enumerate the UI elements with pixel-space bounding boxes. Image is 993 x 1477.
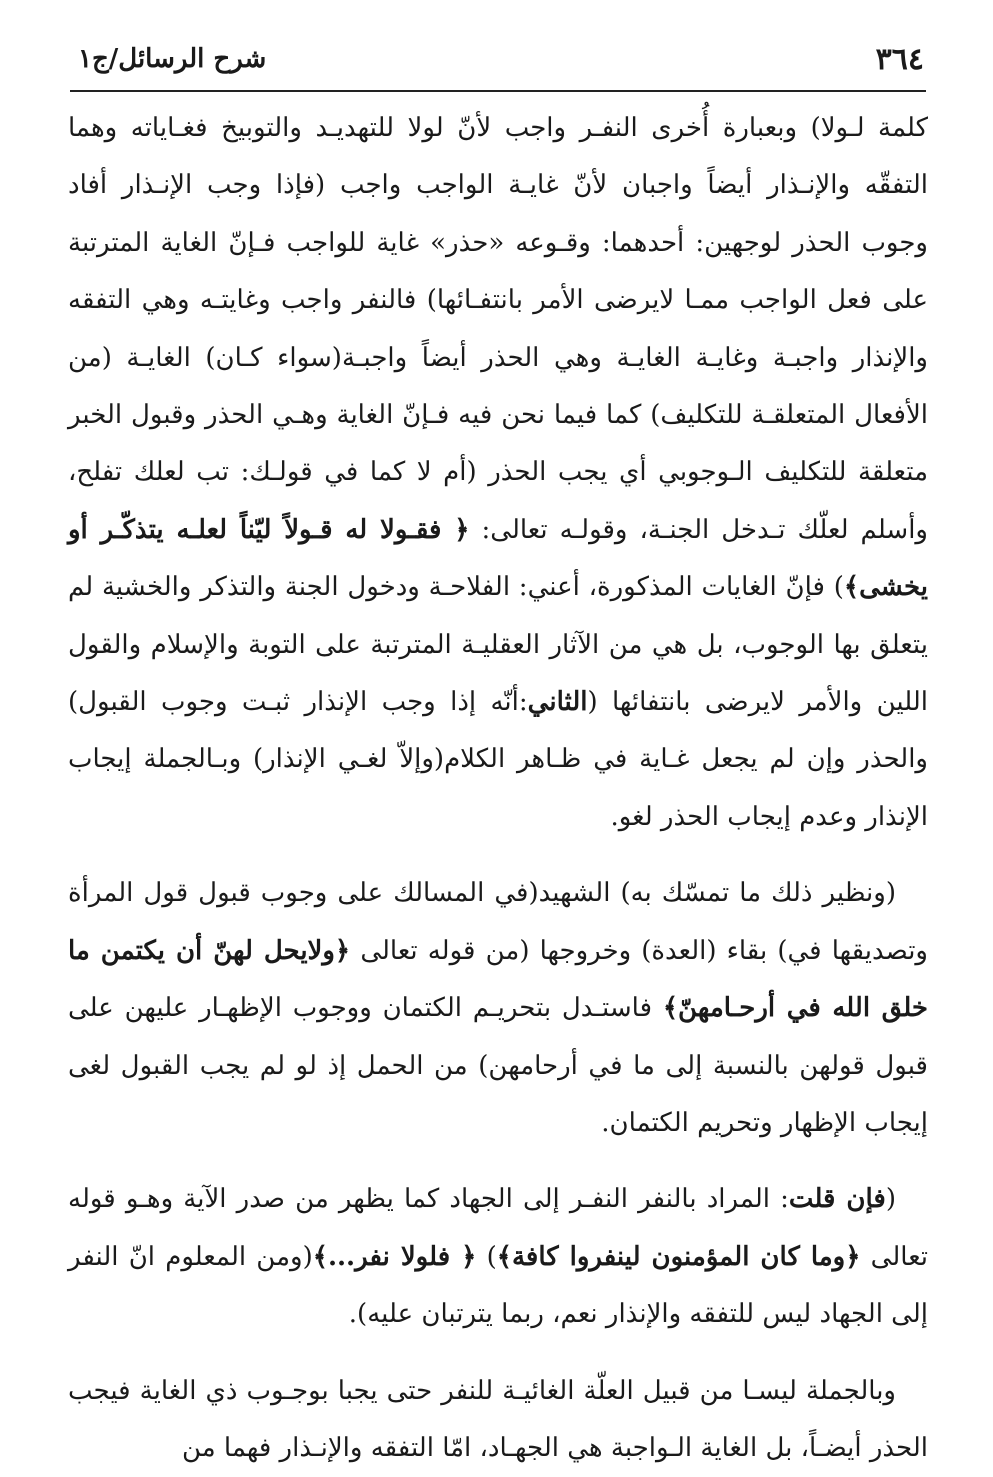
paragraph — [68, 865, 928, 1152]
paragraph — [68, 1171, 928, 1343]
header-divider — [70, 90, 926, 92]
page-body — [68, 100, 928, 1477]
emphasized-text: ﴿ فلولا نفر...﴾ — [312, 1241, 477, 1272]
emphasized-text: ﴿ولايحل لهنّ أن يكتمن ما خلق الله في أرحـامهنّ﴾ — [68, 935, 928, 1024]
emphasized-text: ﴿وما كان المؤمنون لينفروا كافة﴾ — [496, 1241, 861, 1272]
page-header — [70, 36, 926, 86]
page-number: ٣٦٤ — [875, 42, 924, 77]
text-segment: ) — [476, 1241, 497, 1272]
text-segment: (ونظير ذلك ما تمسّك به) الشهيد(في المسالك على وجوب قبول قول المرأة وتصديقها في) بقاء (العدة) وخروجها (من قوله تعالى — [68, 878, 928, 966]
running-title: شرح الرسائل/ج١ — [78, 44, 267, 74]
emphasized-text: فإن قلت — [788, 1184, 886, 1215]
text-segment: ) فإنّ الغايات المذكورة، أعني: الفلاحـة ودخول الجنة والتذكر والخشية لم يتعلق بها الوجوب، بل هي من الآثار العقليـة المترتبة على التوبة والإسلام والقول اللين والأمر لايرضى بانتفائها ( — [68, 572, 928, 718]
text-segment: (ومن المعلوم انّ النفر إلى الجهاد ليس للتفقه والإنذار نعم، ربما يترتبان عليه). — [68, 1241, 928, 1330]
paragraph — [68, 100, 928, 846]
text-segment: ( — [885, 1184, 897, 1215]
emphasized-text: ﴿ فقـولا له قـولاً ليّناً لعلـه يتذكّـر أو يخشى﴾ — [68, 514, 928, 603]
text-segment: كلمة لـولا) وبعبارة أُخرى النفـر واجب لأنّ لولا للتهديـد والتوبيخ فغـاياته وهما التفقّه والإنـذار أيضاً واجبان لأنّ غايـة الواجب واجب (فإذا وجب الإنـذار أفاد وجوب الحذر لوجهين: أحدهما: وقـوعه «حذر» غاية للواجب فـإنّ الغاية المترتبة على فعل الواجب ممـا لايرضى الأمر بانتفـائها) فالنفر واجب وغايتـه وهي التفقه والإنذار واجبـة وغايـة الغايـة وهي الحذر أيضاً واجبـة(سواء كـان) الغايـة (من الأفعال المتعلقـة للتكليف) كما فيما نحن فيه فـإنّ الغاية وهـي الحذر وقبول الخبر متعلقة للتكليف الـوجوبي أي يجب الحذر (أم لا كما في قولـك: تب لعلك تفلح، وأسلم لعلّك تـدخل الجنـة، وقولـه تعالى: — [68, 113, 928, 545]
paragraph — [68, 1363, 928, 1477]
text-segment: :أنّه إذا وجب الإنذار ثبـت وجوب القبول) والحذر وإن لم يجعل غـاية في ظـاهر الكلام(وإلاّ لغـي الإنذار) وبـالجملة إيجاب الإنذار وعدم إيجاب الحذر لغو. — [68, 687, 928, 832]
emphasized-text: الثاني — [527, 687, 588, 718]
text-segment: وبالجملة ليسـا من قبيل العلّة الغائيـة للنفر حتى يجبا بوجـوب ذي الغاية فيجب الحذر أيضـاً، بل الغاية الـواجبة هي الجهـاد، امّا التفقه والإنـذار فهما من — [68, 1375, 928, 1463]
text-segment: : المراد بالنفر النفـر إلى الجهاد كما يظهر من صدر الآية وهـو قوله تعالى — [68, 1184, 928, 1272]
text-segment: فاستـدل بتحريـم الكتمان ووجوب الإظهـار عليهن على قبول قولهن بالنسبة إلى ما في أرحامهن) من الحمل إذ لو لم يجب القبول لغى إيجاب الإظهار وتحريم الكتمان. — [68, 993, 928, 1138]
